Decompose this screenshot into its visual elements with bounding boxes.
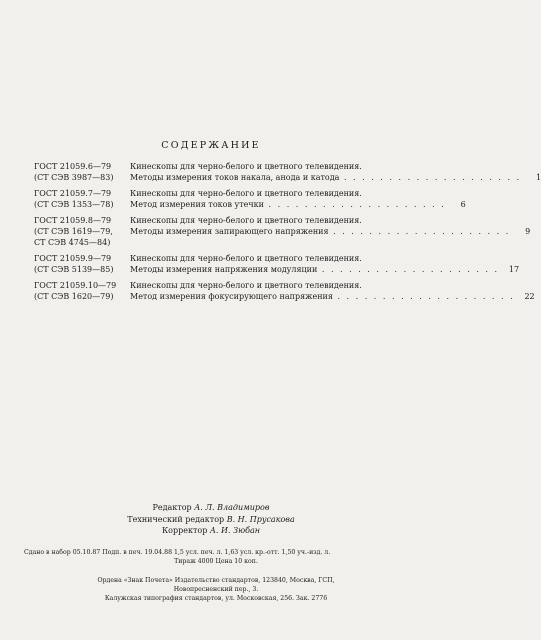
toc-line	[34, 264, 520, 275]
toc-entry	[34, 215, 531, 248]
toc-line	[34, 215, 400, 226]
standard-code: (СТ СЭВ 1620—79)	[34, 292, 114, 301]
tech-editor-role: Технический редактор	[127, 514, 225, 524]
proofreader-name: А. И. Зюбан	[209, 526, 261, 535]
toc-line	[34, 226, 531, 237]
toc-entry	[34, 161, 541, 183]
toc-line	[34, 161, 400, 172]
leader-dots: . . . . . . . . . . . . . . . . . . . .	[317, 265, 500, 274]
page-number	[380, 188, 400, 199]
toc-line	[34, 291, 535, 302]
entry-description	[130, 253, 380, 264]
proofreader-line	[0, 525, 422, 537]
entry-description	[130, 291, 515, 302]
credits-block	[0, 502, 422, 537]
leader-dots: . . . . . . . . . . . . . . . . . . . .	[339, 173, 522, 182]
entry-description	[130, 188, 380, 199]
entry-description-text: Метод измерения фокусирующего напряжения	[130, 292, 333, 301]
entry-description-text: Кинескопы для черно-белого и цветного телевидения.	[130, 281, 362, 290]
toc-line	[34, 237, 400, 248]
entry-description	[130, 215, 380, 226]
page-number: 22	[524, 292, 535, 301]
page-number: 9	[525, 227, 531, 236]
toc-line	[34, 199, 466, 210]
publisher-line-1: Ордена «Знак Почета» Издательство стандартов, 123840, Москва, ГСП,	[97, 577, 335, 584]
proofreader-role: Корректор	[161, 526, 208, 535]
entry-description	[130, 161, 380, 172]
toc-line	[34, 172, 541, 183]
entry-description	[130, 172, 521, 183]
standard-code: СТ СЭВ 4745—84)	[34, 238, 111, 247]
entry-description-text: Методы измерения напряжения модуляции	[130, 265, 318, 274]
editor-role: Редактор	[152, 503, 192, 512]
standard-code: ГОСТ 21059.10—79	[34, 281, 117, 290]
tech-editor-line	[0, 514, 422, 526]
entry-description-text: Кинескопы для черно-белого и цветного телевидения.	[130, 189, 362, 198]
page-number	[380, 161, 400, 172]
toc-entry	[34, 253, 520, 275]
entry-description	[130, 264, 499, 275]
standard-code: ГОСТ 21059.7—79	[34, 189, 112, 198]
print-info-line-1: Сдано в набор 05.10.87 Подп. в печ. 19.04.88 1,5 усл. печ. л. 1,63 усл. кр.-отт. 1,50 уч.-изд. л.	[24, 549, 331, 556]
page-number	[380, 237, 400, 248]
editor-name: А. Л. Владимиров	[194, 503, 270, 512]
publisher-line-3: Калужская типография стандартов, ул. Московская, 256. Зак. 2776	[104, 595, 328, 602]
entry-description	[130, 226, 510, 237]
standard-code: ГОСТ 21059.6—79	[34, 162, 112, 171]
standard-code: (СТ СЭВ 1353—78)	[34, 200, 114, 209]
contents-title: СОДЕРЖАНИЕ	[161, 140, 261, 151]
toc-entry	[34, 188, 466, 210]
toc-line	[34, 188, 400, 199]
entry-description-text: Кинескопы для черно-белого и цветного телевидения.	[130, 254, 362, 263]
page-number: 1	[536, 173, 541, 182]
publisher-info	[24, 576, 408, 603]
entry-description-text: Кинескопы для черно-белого и цветного телевидения.	[130, 162, 362, 171]
entry-description	[130, 280, 380, 291]
page-number	[380, 280, 400, 291]
toc-line	[34, 280, 400, 291]
standard-code: (СТ СЭВ 5139—85)	[34, 265, 114, 274]
leader-dots: . . . . . . . . . . . . . . . . . . . .	[264, 200, 446, 209]
entry-description	[130, 199, 446, 210]
print-info-line-2: Тираж 4000 Цена 10 коп.	[174, 558, 258, 565]
entry-description-text: Методы измерения запирающего напряжения	[130, 227, 329, 236]
standard-code: ГОСТ 21059.9—79	[34, 254, 112, 263]
page-number	[380, 215, 400, 226]
tech-editor-name: В. Н. Прусакова	[226, 514, 295, 524]
entry-description-text: Метод измерения токов утечки	[130, 200, 264, 209]
standard-code: ГОСТ 21059.8—79	[34, 216, 112, 225]
toc-entry	[34, 280, 535, 302]
entry-description	[130, 237, 380, 248]
editor-line	[0, 502, 422, 514]
page-number: 17	[508, 265, 520, 274]
entry-description-text: Кинескопы для черно-белого и цветного телевидения.	[130, 216, 362, 225]
leader-dots: . . . . . . . . . . . . . . . . . . . .	[328, 227, 511, 236]
toc-line	[34, 253, 400, 264]
table-of-contents	[34, 161, 541, 307]
entry-description-text: Методы измерения токов накала, анода и катода	[130, 173, 340, 182]
standard-code: (СТ СЭВ 3987—83)	[34, 173, 114, 182]
leader-dots: . . . . . . . . . . . . . . . . . . . .	[332, 292, 515, 301]
publisher-line-2: Новопресненский пер., 3.	[173, 586, 259, 593]
standard-code: (СТ СЭВ 1619—79,	[34, 227, 113, 236]
page-number	[380, 253, 400, 264]
print-info	[24, 548, 408, 566]
page-number: 6	[460, 200, 466, 209]
